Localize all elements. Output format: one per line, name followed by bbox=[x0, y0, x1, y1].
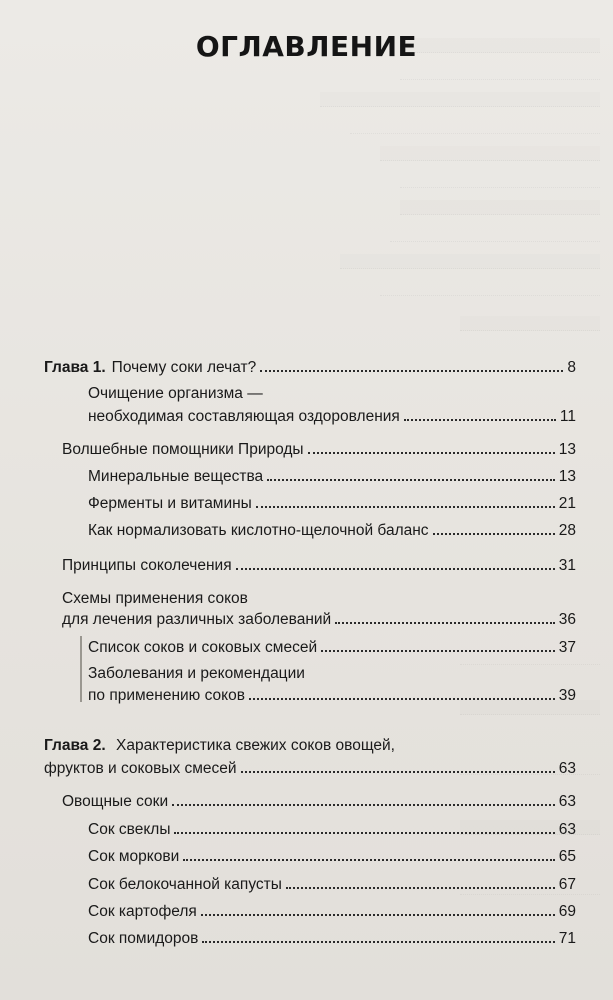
margin-bracket bbox=[80, 636, 82, 702]
toc-entry-text: Сок свеклы bbox=[88, 821, 171, 838]
dot-leader bbox=[236, 568, 555, 570]
page-number: 67 bbox=[558, 876, 576, 893]
toc-entry-text: Волшебные помощники Природы bbox=[62, 441, 304, 458]
page-number: 63 bbox=[558, 821, 576, 838]
chapter-label: Глава 1. bbox=[44, 359, 106, 376]
dot-leader bbox=[174, 832, 554, 834]
toc-entry[interactable] bbox=[88, 686, 576, 705]
dot-leader bbox=[183, 859, 554, 861]
toc-entry-text: Овощные соки bbox=[62, 793, 169, 810]
page-number: 21 bbox=[558, 495, 576, 512]
page-number: 65 bbox=[558, 848, 576, 865]
dot-leader bbox=[433, 533, 555, 535]
dot-leader bbox=[404, 419, 556, 421]
toc-entry[interactable] bbox=[88, 638, 576, 657]
toc-entry-text: Минеральные вещества bbox=[88, 468, 264, 485]
toc-entry[interactable] bbox=[88, 929, 576, 948]
page-number: 31 bbox=[558, 557, 576, 574]
toc-entry-text: Сок помидоров bbox=[88, 930, 199, 947]
toc-entry-text-line1 bbox=[44, 736, 395, 755]
dot-leader bbox=[260, 370, 563, 372]
toc-entry[interactable] bbox=[88, 902, 576, 921]
page-number: 13 bbox=[558, 468, 576, 485]
toc-entry-text: Как нормализовать кислотно-щелочной баланс bbox=[88, 522, 429, 539]
dot-leader bbox=[267, 479, 555, 481]
toc-entry-text-line1: Схемы применения соков bbox=[62, 590, 248, 607]
page-number: 71 bbox=[558, 930, 576, 947]
page-number: 69 bbox=[558, 903, 576, 920]
toc-entry-text: фруктов и соковых смесей bbox=[44, 760, 237, 777]
dot-leader bbox=[202, 941, 554, 943]
page-number: 13 bbox=[558, 441, 576, 458]
toc-entry[interactable] bbox=[88, 467, 576, 486]
toc-entry[interactable] bbox=[44, 759, 576, 778]
page-title: ОГЛАВЛЕНИЕ bbox=[195, 30, 418, 63]
toc-entry-text-line1: Очищение организма — bbox=[88, 385, 263, 402]
toc-entry-text: Почему соки лечат? bbox=[111, 359, 257, 376]
toc-entry-text: по применению соков bbox=[88, 687, 245, 704]
toc-entry-text: Принципы соколечения bbox=[62, 557, 232, 574]
toc-entry-text: Сок картофеля bbox=[88, 903, 197, 920]
toc-entry-text: Сок белокочанной капусты bbox=[88, 876, 282, 893]
dot-leader bbox=[241, 771, 555, 773]
dot-leader bbox=[308, 452, 555, 454]
toc-entry-text: Сок моркови bbox=[88, 848, 180, 865]
toc-entry[interactable] bbox=[62, 792, 576, 811]
toc-entry[interactable] bbox=[44, 358, 576, 377]
dot-leader bbox=[249, 698, 555, 700]
toc-entry-text: Ферменты и витамины bbox=[88, 495, 252, 512]
dot-leader bbox=[256, 506, 555, 508]
page-number: 11 bbox=[559, 408, 576, 425]
toc-entry[interactable] bbox=[88, 875, 576, 894]
dot-leader bbox=[201, 914, 555, 916]
toc-entry-text-line1: Заболевания и рекомендации bbox=[88, 665, 305, 682]
toc-entry[interactable] bbox=[88, 847, 576, 866]
toc-entry[interactable] bbox=[88, 820, 576, 839]
dot-leader bbox=[286, 887, 555, 889]
toc-entry[interactable] bbox=[88, 521, 576, 540]
page-number: 8 bbox=[567, 359, 576, 376]
page-number: 28 bbox=[558, 522, 576, 539]
page-number: 63 bbox=[558, 760, 576, 777]
page-number: 36 bbox=[558, 611, 576, 628]
toc-entry[interactable] bbox=[88, 494, 576, 513]
dot-leader bbox=[335, 622, 555, 624]
toc-entry-text: Список соков и соковых смесей bbox=[88, 639, 318, 656]
toc-entry[interactable] bbox=[62, 610, 576, 629]
toc-entry[interactable] bbox=[62, 556, 576, 575]
toc-entry-text: необходимая составляющая оздоровления bbox=[88, 408, 400, 425]
toc-entry-text: для лечения различных заболеваний bbox=[62, 611, 332, 628]
toc-entry[interactable] bbox=[88, 407, 576, 426]
chapter-title-line1: Характеристика свежих соков овощей, bbox=[115, 737, 395, 754]
dot-leader bbox=[321, 650, 555, 652]
dot-leader bbox=[172, 804, 555, 806]
toc-entry[interactable] bbox=[62, 440, 576, 459]
page-number: 63 bbox=[558, 793, 576, 810]
page-number: 37 bbox=[558, 639, 576, 656]
page-number: 39 bbox=[558, 687, 576, 704]
chapter-label: Глава 2. bbox=[44, 737, 106, 754]
